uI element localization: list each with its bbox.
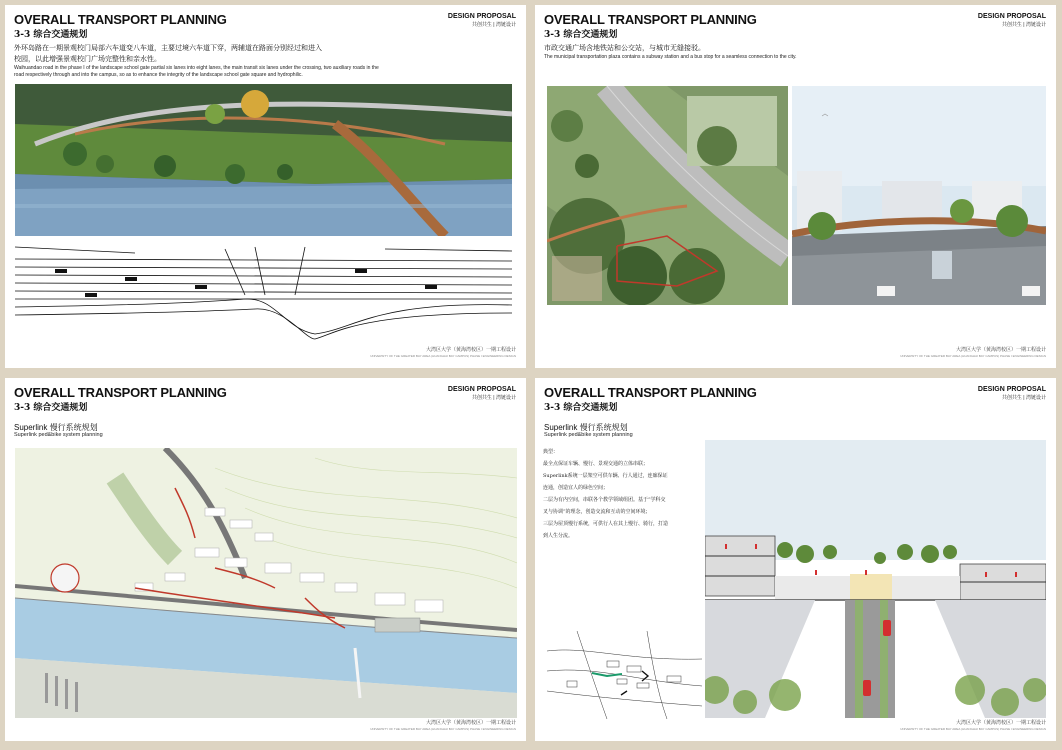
panel-road-crossing <box>5 5 526 368</box>
tag-sub: 共创共生 | 湾链设计 <box>471 22 516 28</box>
section-subtitle: 3-3 综合交通规划 <box>14 30 88 40</box>
tag-sub: 共创共生 | 湾链设计 <box>1001 22 1046 28</box>
page-footer <box>900 719 1046 731</box>
description-en-line-1: Waihuandao road in the phase I of the landscape school gate partial six lanes into eight lanes, the main transit six lanes under the crossing, two auxiliary roads in the <box>14 65 379 71</box>
panel-superlink-map <box>5 378 526 741</box>
text-line: 到人生分流。 <box>543 533 574 539</box>
text-line: 叉与协调”的理念，创造交流和互动的空间环境； <box>543 509 651 515</box>
tag-main: DESIGN PROPOSAL <box>447 13 516 20</box>
page-footer <box>370 346 516 358</box>
page-title: OVERALL TRANSPORT PLANNING <box>14 12 227 27</box>
design-proposal-tag <box>448 386 516 401</box>
description-en-line-2: road respectively through and into the campus, so as to enhance the integrity of the landscape school gate square and hydrophilic. <box>14 72 303 78</box>
footer-cn: 大湾区大学（黄海湾校区）一期工程设计 <box>425 347 516 353</box>
text-line: 二层为有内空间，串联各个教学领域组团。基于“学科交 <box>543 497 666 503</box>
description-cn: 市政交通广场含地铁站和公交站，与城市无缝接驳。 <box>544 45 705 52</box>
design-proposal-tag <box>978 386 1046 401</box>
text-line: 三层为屋顶慢行系统，可供行人在其上慢行、骑行，打造 <box>543 521 669 527</box>
description-en: The municipal transportation plaza contains a subway station and a bus stop for a seamless connection to the city. <box>544 54 797 60</box>
page-title: OVERALL TRANSPORT PLANNING <box>14 385 227 400</box>
tag-main: DESIGN PROPOSAL <box>977 386 1046 393</box>
footer-en: UNIVERSITY OF THE GREATER BAY AREA (HUANGHAI BAY CAMPUS) PHASE I ENGINEERING DESIGN <box>370 354 516 358</box>
section-subtitle: 3-3 综合交通规划 <box>14 403 88 413</box>
section-subtitle: 3-3 综合交通规划 <box>544 403 618 413</box>
footer-cn: 大湾区大学（黄海湾校区）一期工程设计 <box>955 720 1046 726</box>
tag-sub: 共创共生 | 湾链设计 <box>471 395 516 401</box>
tag-sub: 共创共生 | 湾链设计 <box>1001 395 1046 401</box>
text-line: 连通，创造宜人的绿色空间； <box>543 485 609 491</box>
text-line: 最全点保证车辆、慢行、景观交通的立体串联； <box>543 461 649 467</box>
superlink-section-render <box>705 440 1046 718</box>
tag-main: DESIGN PROPOSAL <box>447 386 516 393</box>
design-proposal-tag <box>448 13 516 28</box>
street-view-plaza-render <box>792 86 1046 305</box>
description-cn-line-1: 外环岛路在一期景观校门局部六车道变八车道，主要过境六车道下穿，两辅道在路面分别经过和进入 <box>14 45 322 52</box>
section-label-cn: Superlink 慢行系统规划 <box>14 423 98 432</box>
footer-en: UNIVERSITY OF THE GREATER BAY AREA (HUANGHAI BAY CAMPUS) PHASE I ENGINEERING DESIGN <box>900 727 1046 731</box>
superlink-description <box>543 446 703 542</box>
text-line: Superlink系统一层架空可供车辆、行人通过，连廊保证 <box>543 473 668 479</box>
page-title: OVERALL TRANSPORT PLANNING <box>544 12 757 27</box>
campus-masterplan-map <box>15 448 517 718</box>
keyplan-map <box>547 631 702 719</box>
tag-main: DESIGN PROPOSAL <box>977 13 1046 20</box>
page-footer <box>370 719 516 731</box>
aerial-gate-bridge-render <box>15 84 512 236</box>
page-title: OVERALL TRANSPORT PLANNING <box>544 385 757 400</box>
footer-cn: 大湾区大学（黄海湾校区）一期工程设计 <box>425 720 516 726</box>
road-section-plan-drawing <box>15 239 512 343</box>
panel-municipal-plaza <box>535 5 1056 368</box>
design-proposal-tag <box>978 13 1046 28</box>
footer-en: UNIVERSITY OF THE GREATER BAY AREA (HUANGHAI BAY CAMPUS) PHASE I ENGINEERING DESIGN <box>900 354 1046 358</box>
aerial-plaza-render <box>547 86 788 305</box>
footer-en: UNIVERSITY OF THE GREATER BAY AREA (HUANGHAI BAY CAMPUS) PHASE I ENGINEERING DESIGN <box>370 727 516 731</box>
text-heading: 典型： <box>543 449 559 455</box>
section-label-en: Superlink ped&bike system planning <box>14 432 103 438</box>
section-subtitle: 3-3 综合交通规划 <box>544 30 618 40</box>
section-label-en: Superlink ped&bike system planning <box>544 432 633 438</box>
page-footer <box>900 346 1046 358</box>
footer-cn: 大湾区大学（黄海湾校区）一期工程设计 <box>955 347 1046 353</box>
section-label-cn: Superlink 慢行系统规划 <box>544 423 628 432</box>
panel-superlink-section <box>535 378 1056 741</box>
description-cn-line-2: 校园，以此增强景观校门广场完整性和亲水性。 <box>14 56 161 63</box>
